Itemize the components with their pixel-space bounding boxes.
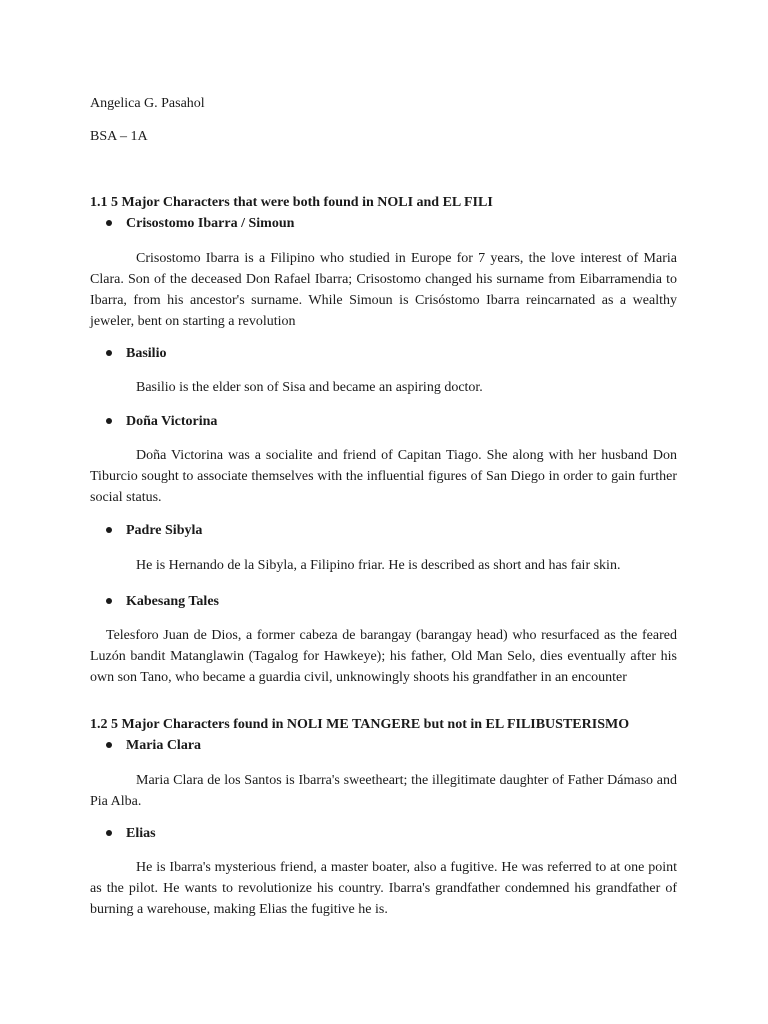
character-name: Elias [126, 826, 156, 841]
character-description: Doña Victorina was a socialite and friend of Capitan Tiago. She along with her husband Don Tiburcio sought to associate themselves with the influential figures of San Diego in order to gain further social status. [90, 448, 677, 505]
character-name: Doña Victorina [126, 414, 218, 429]
course-section: BSA – 1A [90, 129, 148, 144]
character-description: Basilio is the elder son of Sisa and became an aspiring doctor. [136, 380, 483, 395]
bullet-icon [106, 350, 112, 356]
character-description: He is Ibarra's mysterious friend, a master boater, also a fugitive. He was referred to at one point as the pilot. He wants to revolutionize his country. Ibarra's grandfather condemned his grandfather of burning a warehouse, making Elias the fugitive he is. [90, 860, 677, 917]
bullet-item [106, 522, 202, 540]
section-heading-1-1: 1.1 5 Major Characters that were both found in NOLI and EL FILI [90, 195, 493, 210]
section-heading-1-2: 1.2 5 Major Characters found in NOLI ME TANGERE but not in EL FILIBUSTERISMO [90, 717, 630, 732]
character-name: Kabesang Tales [126, 594, 219, 609]
bullet-item [106, 215, 294, 233]
character-description: He is Hernando de la Sibyla, a Filipino friar. He is described as short and has fair skin. [136, 558, 621, 573]
character-name: Maria Clara [126, 738, 202, 753]
character-description: Crisostomo Ibarra is a Filipino who studied in Europe for 7 years, the love interest of Maria Clara. Son of the deceased Don Rafael Ibarra; Crisostomo changed his surname from Eibarramendia to Ibarra, from his ancestor's surname. While Simoun is Crisóstomo Ibarra reincarnated as a wealthy jeweler, bent on starting a revolution [90, 251, 677, 329]
bullet-icon [106, 598, 112, 604]
bullet-icon [106, 418, 112, 424]
bullet-icon [106, 220, 112, 226]
character-name: Crisostomo Ibarra / Simoun [126, 216, 295, 231]
bullet-icon [106, 742, 112, 748]
bullet-item [106, 413, 217, 431]
bullet-item [106, 593, 219, 611]
character-name: Basilio [126, 346, 167, 361]
bullet-item [106, 345, 166, 363]
bullet-item [106, 825, 156, 843]
bullet-item [106, 737, 201, 755]
bullet-icon [106, 830, 112, 836]
bullet-icon [106, 527, 112, 533]
character-description: Telesforo Juan de Dios, a former cabeza de barangay (barangay head) who resurfaced as the feared Luzón bandit Matanglawin (Tagalog for Hawkeye); his father, Old Man Selo, dies eventually after his own son Tano, who became a guardia civil, unknowingly shoots his grandfather in an encounter [90, 628, 677, 685]
author-name: Angelica G. Pasahol [90, 96, 205, 111]
character-description: Maria Clara de los Santos is Ibarra's sweetheart; the illegitimate daughter of Father Dámaso and Pia Alba. [90, 773, 677, 809]
character-name: Padre Sibyla [126, 523, 203, 538]
